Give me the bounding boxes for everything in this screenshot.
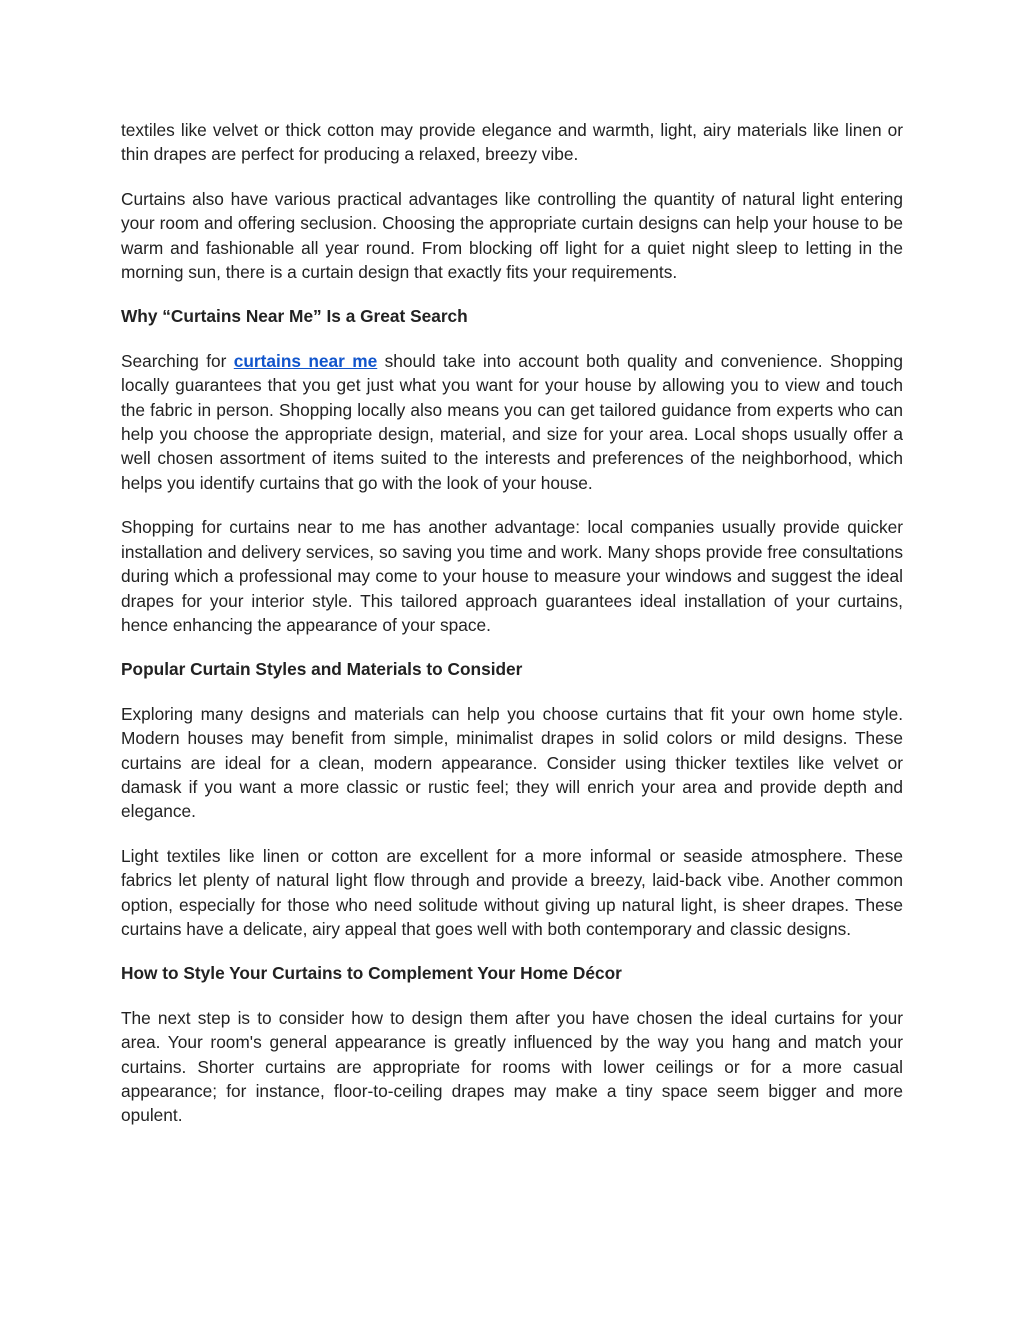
paragraph-searching-lead: Searching for (121, 350, 234, 371)
paragraph-textiles: textiles like velvet or thick cotton may provide elegance and warmth, light, airy materials like linen or thin drapes are perfect for producing a relaxed, breezy vibe. (121, 120, 903, 165)
curtains-near-me-link[interactable]: curtains near me (233, 350, 378, 371)
heading-how-to-style: How to Style Your Curtains to Complement Your Home Décor (121, 963, 622, 984)
paragraph-practical-advantages: Curtains also have various practical advantages like controlling the quantity of natural light entering your room and offering seclusion. Choosing the appropriate curtain designs can help your house to be warm and fashionable all year round. From blocking off light for a quiet night sleep to letting in the morning sun, there is a curtain design that exactly fits your requirements. (121, 188, 903, 283)
paragraph-light-textiles: Light textiles like linen or cotton are excellent for a more informal or seaside atmosphere. These fabrics let plenty of natural light flow through and provide a breezy, laid-back vibe. Another common option, especially for those who need solitude without giving up natural light, is sheer drapes. These curtains have a delicate, airy appeal that goes well with both contemporary and classic designs. (121, 845, 903, 939)
heading-popular-styles: Popular Curtain Styles and Materials to Consider (121, 659, 523, 680)
heading-why-curtains-near-me: Why “Curtains Near Me” Is a Great Search (121, 306, 468, 327)
paragraph-exploring-designs: Exploring many designs and materials can help you choose curtains that fit your own home style. Modern houses may benefit from simple, minimalist drapes in solid colors or mild designs. These curtains are ideal for a clean, modern appearance. Consider using thicker textiles like velvet or damask if you want a more classic or rustic feel; they will enrich your area and provide depth and elegance. (121, 703, 903, 822)
paragraph-searching (121, 349, 903, 495)
paragraph-next-step: The next step is to consider how to design them after you have chosen the ideal curtains for your area. Your room's general appearance is greatly influenced by the way you hang and match your curtains. Shorter curtains are appropriate for rooms with lower ceilings or for a more casual appearance; for instance, floor-to-ceiling drapes may make a tiny space seem bigger and more opulent. (121, 1007, 903, 1126)
paragraph-shopping-advantage: Shopping for curtains near to me has another advantage: local companies usually provide quicker installation and delivery services, so saving you time and work. Many shops provide free consultations during which a professional may come to your house to measure your windows and suggest the ideal drapes for your interior style. This tailored approach guarantees ideal installation of your curtains, hence enhancing the appearance of your space. (121, 517, 903, 635)
document-page (121, 118, 903, 1148)
paragraph-searching-rest: should take into account both quality and convenience. Shopping locally guarantees that you get just what you want for your house by allowing you to view and touch the fabric in person. Shopping locally also means you can get tailored guidance from experts who can help you choose the appropriate design, material, and size for your area. Local shops usually offer a well chosen assortment of items suited to the interests and preferences of the neighborhood, which helps you identify curtains that go with the look of your house. (121, 350, 903, 493)
